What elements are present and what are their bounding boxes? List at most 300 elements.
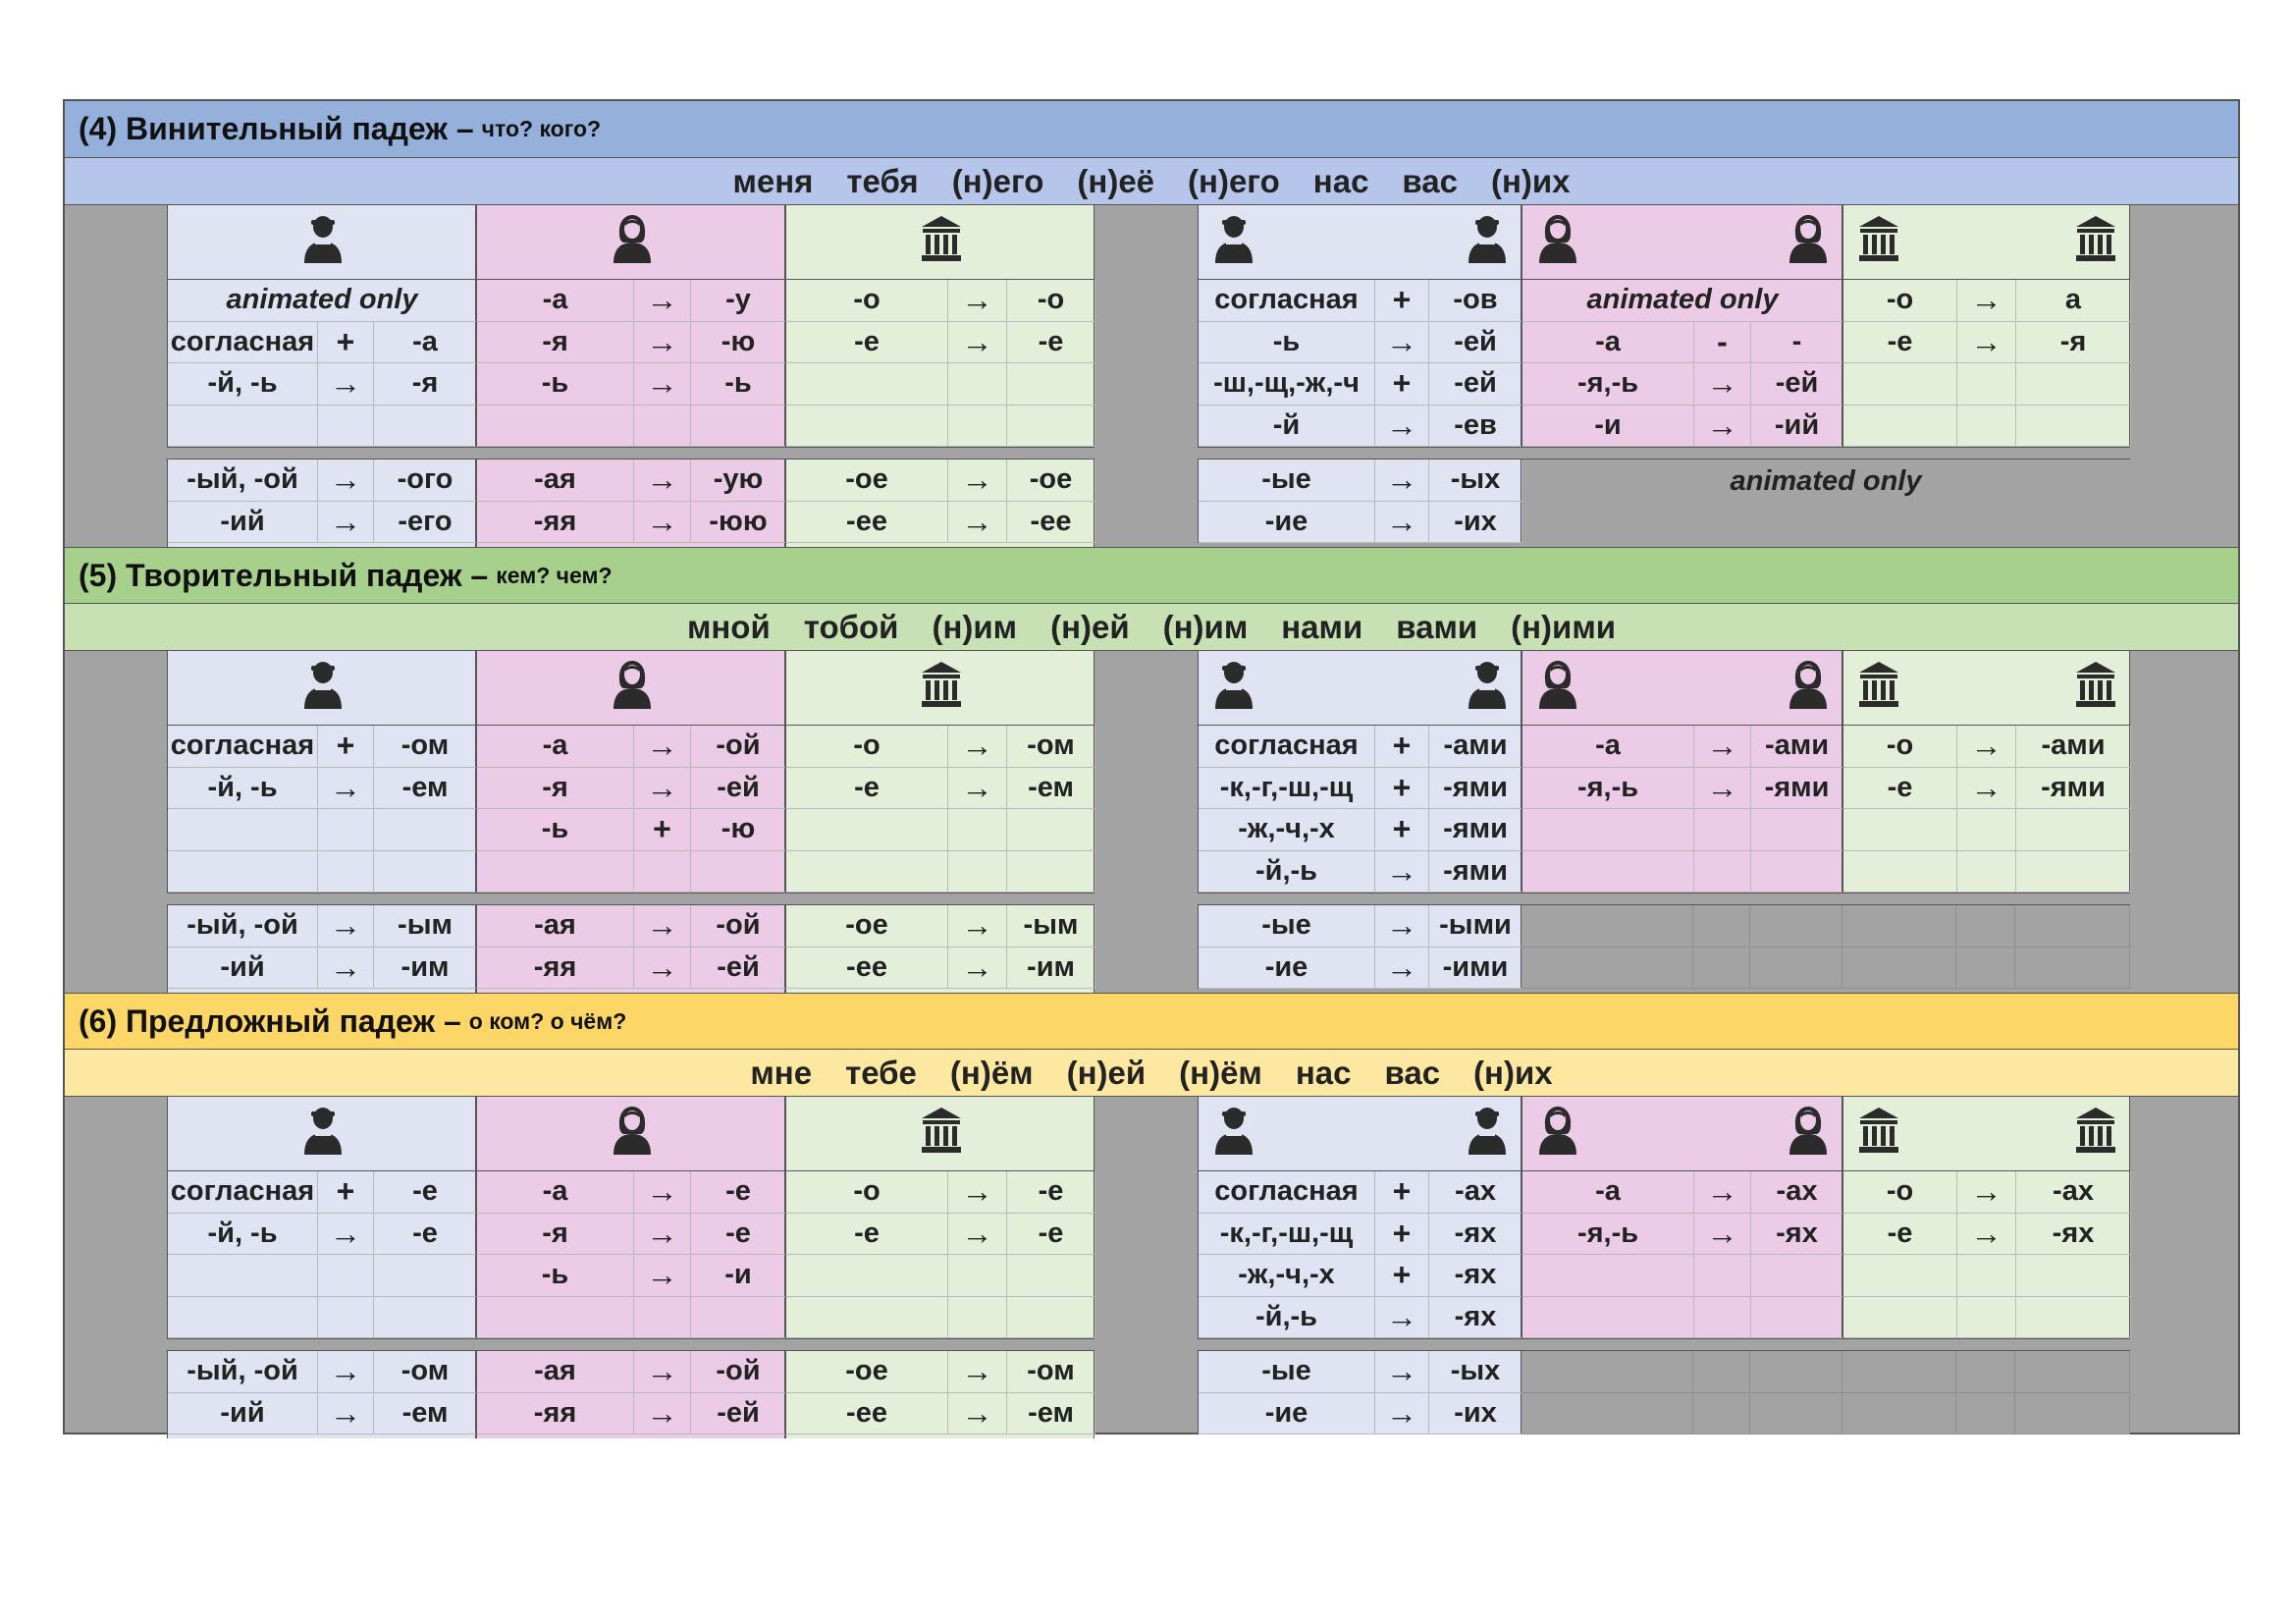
ending-to: -ем <box>374 768 477 810</box>
ending-from: -й <box>1199 406 1375 448</box>
ending-from: -к,-г,-ш,-щ <box>1199 1214 1375 1256</box>
ending-from <box>477 406 634 448</box>
rule-operator: → <box>318 1214 374 1256</box>
ending-to: -ях <box>1429 1255 1522 1297</box>
rule-operator: → <box>318 502 374 544</box>
man-icon <box>301 214 345 263</box>
empty-cell <box>1842 905 1956 947</box>
ending-to: а <box>2016 280 2131 322</box>
empty-cell <box>1750 905 1842 947</box>
plural-adjective-note: animated only <box>1730 465 1922 497</box>
man-icon <box>301 1106 345 1155</box>
rule-operator <box>634 1297 691 1339</box>
ending-from <box>477 851 634 893</box>
empty-cell <box>1842 1393 1956 1435</box>
ending-from: -е <box>786 768 948 810</box>
ending-to: -а <box>374 322 477 364</box>
ending-to: -ом <box>1007 726 1095 768</box>
rule-operator <box>1957 363 2016 406</box>
noun-endings-grid <box>168 280 477 447</box>
rule-operator: → <box>634 1255 691 1297</box>
rule-operator: + <box>634 809 691 851</box>
woman-icon <box>611 660 654 709</box>
gender-icon-header <box>1843 1097 2129 1171</box>
accusative-plural-masculine-panel <box>1198 205 1522 447</box>
rule-operator: → <box>1375 1393 1429 1435</box>
ending-to <box>1007 809 1095 851</box>
rule-operator <box>948 1255 1007 1297</box>
section-divider <box>1198 1338 2130 1351</box>
ending-from: согласная <box>168 1171 318 1214</box>
ending-from: -ое <box>786 460 948 502</box>
building-icon <box>1857 214 1900 263</box>
section-divider <box>1198 447 2130 460</box>
pronoun: нас <box>1295 1054 1352 1091</box>
ending-from <box>786 363 948 406</box>
ending-to: - <box>1751 322 1843 364</box>
ending-to: -у <box>691 280 786 322</box>
accusative-pronoun-row <box>65 158 2238 205</box>
pronoun: (н)ей <box>1066 1054 1147 1091</box>
adjective-endings-grid <box>477 1351 786 1435</box>
rule-operator: → <box>948 1214 1007 1256</box>
noun-endings-grid <box>786 280 1095 447</box>
rule-operator: → <box>948 1171 1007 1214</box>
ending-to: -о <box>1007 280 1095 322</box>
pronoun: (н)ей <box>1050 608 1130 645</box>
pronoun: (н)их <box>1473 1054 1553 1091</box>
ending-from: -о <box>786 280 948 322</box>
section-divider <box>167 893 1095 905</box>
ending-to: -ах <box>1429 1171 1522 1214</box>
adjective-endings-grid <box>1199 905 1522 989</box>
ending-from: -ь <box>477 363 634 406</box>
ending-from <box>1843 851 1957 893</box>
ending-from: -ий <box>168 947 318 990</box>
adjective-endings-grid <box>477 905 786 989</box>
ending-from: -й, -ь <box>168 768 318 810</box>
gender-icon-header <box>477 651 784 726</box>
ending-to: -ей <box>1429 363 1522 406</box>
rule-note: animated only <box>1522 280 1843 322</box>
ending-from: -ый, -ой <box>168 1351 318 1393</box>
case-title: (5) Творительный падеж – <box>79 557 489 593</box>
rule-operator: → <box>318 1351 374 1393</box>
ending-from: -я <box>477 1214 634 1256</box>
pronoun: тебя <box>846 162 919 199</box>
ending-from: -ое <box>786 1351 948 1393</box>
ending-from: согласная <box>168 726 318 768</box>
ending-to <box>374 406 477 448</box>
ending-to: -ами <box>2016 726 2131 768</box>
ending-to: -ями <box>1429 768 1522 810</box>
declension-sheet <box>63 99 2240 1435</box>
ending-from: -й,-ь <box>1199 1297 1375 1339</box>
rule-operator <box>948 363 1007 406</box>
rule-operator: + <box>1375 280 1429 322</box>
empty-cell <box>1956 905 2015 947</box>
rule-operator <box>1957 809 2016 851</box>
ending-to: -ях <box>2016 1214 2131 1256</box>
instrumental-plural-neuter-panel <box>1842 651 2130 893</box>
case-title: (4) Винительный падеж – <box>79 111 474 146</box>
rule-operator: + <box>1375 363 1429 406</box>
prepositional-plural-neuter-panel <box>1842 1097 2130 1338</box>
ending-to <box>1751 851 1843 893</box>
ending-to <box>1007 1297 1095 1339</box>
rule-operator: → <box>634 322 691 364</box>
ending-from: -ее <box>786 947 948 990</box>
ending-to: -ях <box>1429 1297 1522 1339</box>
noun-endings-grid <box>477 280 786 447</box>
ending-from <box>168 809 318 851</box>
noun-endings-grid <box>1199 726 1522 893</box>
rule-operator <box>318 406 374 448</box>
ending-from: согласная <box>1199 280 1375 322</box>
empty-cell <box>1956 1351 2015 1393</box>
rule-operator <box>948 1297 1007 1339</box>
ending-from <box>786 406 948 448</box>
ending-to <box>2016 1255 2131 1297</box>
rule-operator <box>318 1297 374 1339</box>
rule-operator: → <box>634 502 691 544</box>
prepositional-plural-masculine-panel <box>1198 1097 1522 1338</box>
pronoun: вас <box>1402 162 1458 199</box>
rule-operator: → <box>948 905 1007 947</box>
ending-from: -я <box>477 322 634 364</box>
rule-operator <box>1694 851 1751 893</box>
ending-to: -ем <box>1007 768 1095 810</box>
ending-to: -ее <box>1007 502 1095 544</box>
rule-operator: → <box>318 768 374 810</box>
rule-operator: → <box>948 502 1007 544</box>
man-icon <box>1212 660 1255 709</box>
gender-icon-header <box>786 1097 1094 1171</box>
rule-operator: + <box>1375 809 1429 851</box>
ending-from: -яя <box>477 1393 634 1435</box>
woman-icon <box>1536 660 1579 709</box>
rule-operator: → <box>948 726 1007 768</box>
ending-to <box>1007 406 1095 448</box>
pronoun: тобой <box>803 608 899 645</box>
ending-from: согласная <box>1199 1171 1375 1214</box>
rule-operator: → <box>634 363 691 406</box>
man-icon <box>1466 214 1509 263</box>
ending-to: -ем <box>1007 1393 1095 1435</box>
ending-to: -е <box>374 1171 477 1214</box>
empty-cell <box>2015 905 2130 947</box>
prepositional-singular-masculine-panel <box>167 1097 476 1438</box>
rule-operator: → <box>1375 460 1429 502</box>
rule-operator: → <box>1694 726 1751 768</box>
rule-operator: + <box>1375 1214 1429 1256</box>
ending-from: -я,-ь <box>1522 768 1694 810</box>
ending-to: -ей <box>1429 322 1522 364</box>
ending-from: -ж,-ч,-х <box>1199 809 1375 851</box>
ending-from: -е <box>1843 322 1957 364</box>
noun-endings-grid <box>1843 1171 2131 1338</box>
ending-from: -ые <box>1199 460 1375 502</box>
building-icon <box>2074 214 2117 263</box>
ending-from: -а <box>477 726 634 768</box>
ending-from: -а <box>1522 726 1694 768</box>
ending-to: -ой <box>691 1351 786 1393</box>
empty-cell <box>2015 1393 2130 1435</box>
ending-to <box>2016 406 2131 448</box>
ending-to: -е <box>1007 1214 1095 1256</box>
pronoun: (н)их <box>1490 162 1571 199</box>
woman-icon <box>1787 214 1830 263</box>
rule-operator <box>318 1255 374 1297</box>
ending-from <box>1522 1255 1694 1297</box>
accusative-plural-neuter-panel <box>1842 205 2130 447</box>
rule-operator: → <box>318 460 374 502</box>
ending-to: -ым <box>374 905 477 947</box>
ending-to: -его <box>374 502 477 544</box>
ending-from: согласная <box>168 322 318 364</box>
ending-from: -й, -ь <box>168 1214 318 1256</box>
ending-from: -о <box>786 1171 948 1214</box>
rule-operator: → <box>1694 1214 1751 1256</box>
rule-operator: → <box>948 460 1007 502</box>
instrumental-singular-neuter-panel <box>785 651 1095 993</box>
rule-operator: → <box>1694 1171 1751 1214</box>
ending-from: -ж,-ч,-х <box>1199 1255 1375 1297</box>
rule-operator <box>318 809 374 851</box>
rule-operator: → <box>634 1171 691 1214</box>
gender-icon-header <box>1843 205 2129 280</box>
adjective-endings-grid <box>1199 460 1522 543</box>
accusative-plural-adjective-panel <box>1198 460 1522 543</box>
ending-from: -а <box>1522 322 1694 364</box>
ending-from: -о <box>786 726 948 768</box>
ending-from: -ая <box>477 460 634 502</box>
ending-to: -ем <box>374 1393 477 1435</box>
adjective-endings-grid <box>786 1351 1095 1435</box>
accusative-singular-masculine-panel <box>167 205 476 547</box>
ending-to <box>374 1255 477 1297</box>
ending-to <box>2016 363 2131 406</box>
building-icon <box>1857 1106 1900 1155</box>
empty-cell <box>1522 1393 1693 1435</box>
rule-note: animated only <box>168 280 477 322</box>
rule-operator <box>1694 809 1751 851</box>
ending-to: -ого <box>374 460 477 502</box>
ending-to: -я <box>2016 322 2131 364</box>
ending-to: -ях <box>1751 1214 1843 1256</box>
woman-icon <box>611 1106 654 1155</box>
building-icon <box>2074 1106 2117 1155</box>
pronoun: мне <box>750 1054 813 1091</box>
ending-from <box>786 809 948 851</box>
rule-operator: → <box>634 1393 691 1435</box>
empty-cell <box>1750 1351 1842 1393</box>
ending-from: -ые <box>1199 1351 1375 1393</box>
rule-operator: → <box>634 1351 691 1393</box>
empty-cell <box>1750 1393 1842 1435</box>
ending-to <box>691 1297 786 1339</box>
case-question: кем? чем? <box>496 562 613 588</box>
ending-to <box>1751 809 1843 851</box>
ending-from: -ее <box>786 502 948 544</box>
ending-from: -ый, -ой <box>168 460 318 502</box>
ending-from: -ь <box>477 1255 634 1297</box>
ending-to <box>1007 851 1095 893</box>
adjective-endings-grid <box>786 905 1095 989</box>
ending-from: -е <box>1843 1214 1957 1256</box>
woman-icon <box>1536 1106 1579 1155</box>
ending-from: -ее <box>786 1393 948 1435</box>
rule-operator: + <box>1375 1171 1429 1214</box>
ending-from: -ш,-щ,-ж,-ч <box>1199 363 1375 406</box>
adjective-endings-grid <box>168 1351 477 1435</box>
ending-to: -ых <box>1429 1351 1522 1393</box>
ending-to: -е <box>374 1214 477 1256</box>
ending-from: -й,-ь <box>1199 851 1375 893</box>
gender-icon-header <box>786 205 1094 280</box>
ending-to: -ями <box>1751 768 1843 810</box>
noun-endings-grid <box>168 1171 477 1338</box>
ending-from <box>477 1297 634 1339</box>
rule-operator: → <box>948 1393 1007 1435</box>
pronoun: вас <box>1384 1054 1441 1091</box>
instrumental-plural-feminine-panel <box>1522 651 1842 893</box>
ending-from: -о <box>1843 1171 1957 1214</box>
rule-operator: → <box>948 1351 1007 1393</box>
ending-to: -ей <box>1751 363 1843 406</box>
pronoun: (н)его <box>951 162 1044 199</box>
ending-to: -ых <box>1429 460 1522 502</box>
ending-from <box>1522 809 1694 851</box>
ending-to: -е <box>691 1171 786 1214</box>
noun-endings-grid <box>1522 1171 1843 1338</box>
ending-to: -ю <box>691 809 786 851</box>
ending-to: -ей <box>691 1393 786 1435</box>
instrumental-case-header <box>65 547 2238 604</box>
rule-operator <box>948 406 1007 448</box>
ending-from <box>1843 809 1957 851</box>
instrumental-singular-feminine-panel <box>476 651 785 993</box>
ending-from <box>786 1297 948 1339</box>
ending-from: -ая <box>477 905 634 947</box>
noun-endings-grid <box>477 1171 786 1338</box>
empty-cells <box>1522 1351 2130 1435</box>
section-divider <box>1198 893 2130 905</box>
pronoun: (н)им <box>932 608 1018 645</box>
ending-to: -ей <box>691 768 786 810</box>
noun-endings-grid <box>1522 726 1843 893</box>
rule-operator <box>948 809 1007 851</box>
ending-to: -ю <box>691 322 786 364</box>
ending-from: -й, -ь <box>168 363 318 406</box>
rule-operator <box>318 851 374 893</box>
rule-operator: → <box>1957 280 2016 322</box>
rule-operator: → <box>1375 1297 1429 1339</box>
rule-operator: + <box>1375 726 1429 768</box>
pronoun: (н)ём <box>1179 1054 1262 1091</box>
ending-from <box>168 1297 318 1339</box>
rule-operator: → <box>948 947 1007 990</box>
rule-operator: → <box>1957 322 2016 364</box>
gender-icon-header <box>1522 205 1842 280</box>
empty-cell <box>1693 1393 1750 1435</box>
empty-cell <box>1522 1351 1693 1393</box>
ending-to: -ое <box>1007 460 1095 502</box>
ending-to: -ов <box>1429 280 1522 322</box>
ending-from <box>1843 1255 1957 1297</box>
ending-from <box>1843 406 1957 448</box>
ending-from: -к,-г,-ш,-щ <box>1199 768 1375 810</box>
pronoun: вами <box>1396 608 1478 645</box>
noun-endings-grid <box>1843 280 2131 447</box>
gender-icon-header <box>1199 1097 1521 1171</box>
empty-cell <box>1522 905 1693 947</box>
ending-to <box>374 809 477 851</box>
rule-operator <box>1957 851 2016 893</box>
ending-to: -ах <box>2016 1171 2131 1214</box>
gender-icon-header <box>168 1097 475 1171</box>
rule-operator: → <box>1375 1351 1429 1393</box>
rule-operator: → <box>1375 905 1429 947</box>
noun-endings-grid <box>786 1171 1095 1338</box>
ending-from: -ие <box>1199 502 1375 544</box>
ending-from: -ие <box>1199 1393 1375 1435</box>
ending-from <box>1522 1297 1694 1339</box>
ending-from: -ь <box>1199 322 1375 364</box>
rule-operator: + <box>1375 1255 1429 1297</box>
noun-endings-grid <box>1199 1171 1522 1338</box>
ending-from: -я <box>477 768 634 810</box>
ending-to: -ах <box>1751 1171 1843 1214</box>
ending-to: -ев <box>1429 406 1522 448</box>
rule-operator: → <box>634 947 691 990</box>
ending-to: -ями <box>1429 809 1522 851</box>
pronoun: (н)ими <box>1511 608 1617 645</box>
empty-cell <box>1842 1351 1956 1393</box>
adjective-endings-grid <box>786 460 1095 543</box>
gender-icon-header <box>477 205 784 280</box>
ending-from <box>168 851 318 893</box>
case-question: что? кого? <box>481 116 602 141</box>
ending-from: -а <box>477 280 634 322</box>
ending-to: -я <box>374 363 477 406</box>
rule-operator: → <box>318 1393 374 1435</box>
ending-to <box>691 406 786 448</box>
building-icon <box>920 1106 963 1155</box>
woman-icon <box>1787 660 1830 709</box>
ending-from: -е <box>786 322 948 364</box>
ending-to: -ыми <box>1429 905 1522 947</box>
ending-to: -им <box>1007 947 1095 990</box>
ending-to: -ой <box>691 905 786 947</box>
rule-operator <box>634 851 691 893</box>
instrumental-singular-masculine-panel <box>167 651 476 993</box>
ending-to: -е <box>1007 322 1095 364</box>
case-question: о ком? о чём? <box>468 1007 627 1034</box>
ending-to <box>1751 1255 1843 1297</box>
rule-operator: → <box>1957 1214 2016 1256</box>
empty-cell <box>2015 947 2130 990</box>
ending-to: -ом <box>1007 1351 1095 1393</box>
empty-cell <box>1522 947 1693 990</box>
ending-to: -ими <box>1429 947 1522 990</box>
gender-icon-header <box>1199 651 1521 726</box>
rule-operator <box>1694 1297 1751 1339</box>
case-title: (6) Предложный падеж – <box>79 1002 461 1039</box>
ending-to: -ями <box>1429 851 1522 893</box>
ending-from: -ь <box>477 809 634 851</box>
ending-from: -ые <box>1199 905 1375 947</box>
